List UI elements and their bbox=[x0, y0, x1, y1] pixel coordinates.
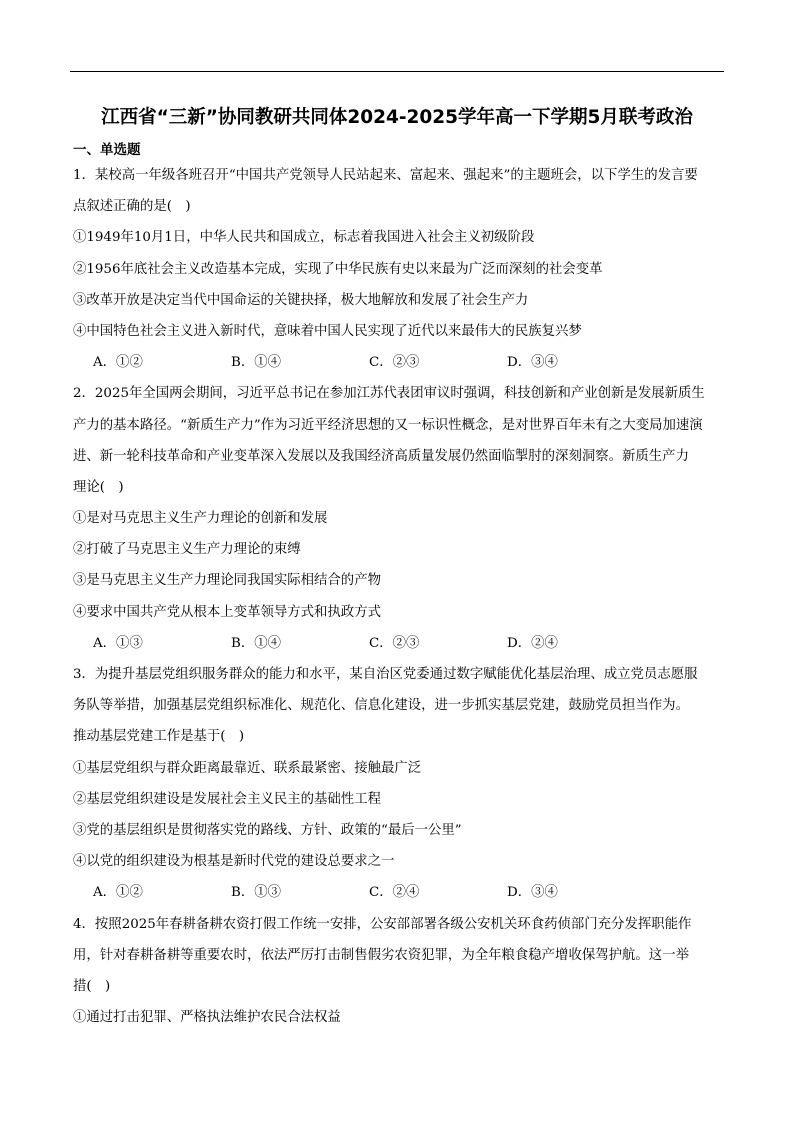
option-a[interactable]: A．①② bbox=[93, 885, 143, 901]
question-statement: ②1956年底社会主义改造基本完成，实现了中华民族有史以来最为广泛而深刻的社会变革 bbox=[73, 261, 603, 277]
option-a[interactable]: A．①② bbox=[93, 355, 143, 371]
option-a[interactable]: A．①③ bbox=[93, 635, 143, 651]
option-d[interactable]: D．②④ bbox=[507, 635, 558, 651]
answer-options bbox=[73, 347, 727, 378]
question-statement: ④以党的组织建设为根基是新时代党的建设总要求之一 bbox=[73, 854, 395, 870]
question-stem-line: 务队等举措，加强基层党组织标准化、规范化、信息化建设，进一步抓实基层党建，鼓励党员担当作为。 bbox=[73, 698, 689, 714]
questions-list bbox=[73, 160, 727, 1033]
question bbox=[73, 659, 727, 909]
question-statement: ①是对马克思主义生产力理论的创新和发展 bbox=[73, 511, 328, 527]
question-stem-line: 2．2025年全国两会期间，习近平总书记在参加江苏代表团审议时强调，科技创新和产业创新是发展新质生 bbox=[73, 386, 705, 402]
question-statement: ④要求中国共产党从根本上变革领导方式和执政方式 bbox=[73, 604, 381, 620]
question-stem-line: 推动基层党建工作是基于( ) bbox=[73, 729, 245, 745]
option-d[interactable]: D．③④ bbox=[507, 885, 558, 901]
option-b[interactable]: B．①④ bbox=[231, 635, 282, 651]
option-b[interactable]: B．①④ bbox=[231, 355, 282, 371]
option-c[interactable]: C．②③ bbox=[369, 635, 420, 651]
answer-options bbox=[73, 628, 727, 659]
question-stem-line: 产力的基本路径。“新质生产力”作为习近平经济思想的又一标识性概念，是对世界百年未有之大变局加速演 bbox=[73, 417, 703, 433]
option-d[interactable]: D．③④ bbox=[507, 355, 558, 371]
question bbox=[73, 378, 727, 659]
question-stem-line: 措( ) bbox=[73, 978, 111, 994]
question-statement: ①通过打击犯罪、严格执法维护农民合法权益 bbox=[73, 1010, 341, 1026]
answer-options bbox=[73, 877, 727, 908]
option-b[interactable]: B．①③ bbox=[231, 885, 282, 901]
question-stem-line: 进、新一轮科技革命和产业变革深入发展以及我国经济高质量发展仍然面临掣肘的深刻洞察。新质生产力 bbox=[73, 448, 689, 464]
header-rule bbox=[70, 71, 724, 72]
question-statement: ③党的基层组织是贯彻落实党的路线、方针、政策的“最后一公里” bbox=[73, 822, 462, 838]
question-statement: ②打破了马克思主义生产力理论的束缚 bbox=[73, 542, 301, 558]
question-statement: ③是马克思主义生产力理论同我国实际相结合的产物 bbox=[73, 573, 381, 589]
question-statement: ①基层党组织与群众距离最靠近、联系最紧密、接触最广泛 bbox=[73, 760, 422, 776]
question-statement: ①1949年10月1日，中华人民共和国成立，标志着我国进入社会主义初级阶段 bbox=[73, 230, 535, 246]
page-title: 江西省“三新”协同教研共同体2024-2025学年高一下学期5月联考政治 bbox=[101, 107, 693, 128]
option-c[interactable]: C．②④ bbox=[369, 885, 420, 901]
question bbox=[73, 160, 727, 378]
question-statement: ③改革开放是决定当代中国命运的关键抉择，极大地解放和发展了社会生产力 bbox=[73, 292, 529, 308]
section-heading: 一、单选题 bbox=[73, 142, 141, 158]
question-stem-line: 点叙述正确的是( ) bbox=[73, 199, 191, 215]
question-statement: ④中国特色社会主义进入新时代，意味着中国人民实现了近代以来最伟大的民族复兴梦 bbox=[73, 323, 582, 339]
question-statement: ②基层党组织建设是发展社会主义民主的基础性工程 bbox=[73, 791, 381, 807]
question-stem-line: 理论( ) bbox=[73, 479, 124, 495]
question-stem-line: 用，针对春耕备耕等重要农时，依法严厉打击制售假劣农资犯罪，为全年粮食稳产增收保驾护航。这一举 bbox=[73, 947, 689, 963]
question-stem-line: 4．按照2025年春耕备耕农资打假工作统一安排，公安部部署各级公安机关环食药侦部门充分发挥职能作 bbox=[73, 916, 692, 932]
option-c[interactable]: C．②③ bbox=[369, 355, 420, 371]
question-stem-line: 3．为提升基层党组织服务群众的能力和水平，某自治区党委通过数字赋能优化基层治理、成立党员志愿服 bbox=[73, 667, 698, 682]
question bbox=[73, 909, 727, 1034]
question-stem-line: 1．某校高一年级各班召开“中国共产党领导人民站起来、富起来、强起来”的主题班会，以下学生的发言要 bbox=[73, 168, 698, 183]
